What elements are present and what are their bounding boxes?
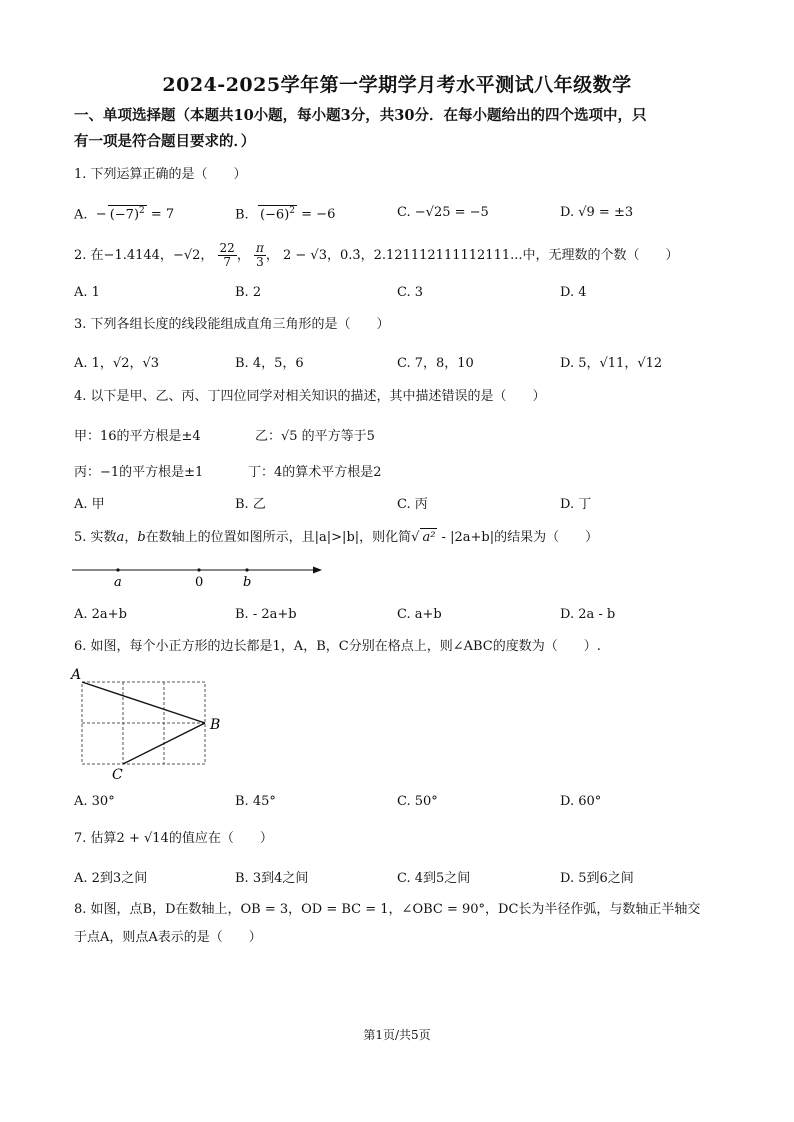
arrow-head-icon [313, 567, 322, 574]
question-3-options [74, 352, 734, 376]
point-label-b: B [210, 717, 221, 733]
q5-option-d[interactable]: D. 2a - b [560, 607, 616, 622]
question-8-line2: 于点A，则点A表示的是（ ） [74, 930, 262, 945]
statement-ding: 丁：4的算术平方根是2 [248, 465, 382, 480]
q4-option-c[interactable]: C. 丙 [397, 497, 428, 512]
q3-option-d[interactable]: D. 5，√11，√12 [560, 356, 663, 371]
grid-angle-figure [68, 664, 228, 784]
question-1-stem: 1. 下列运算正确的是（ ） [74, 167, 247, 182]
option-label: A. [74, 207, 88, 223]
segment-ab [82, 682, 205, 723]
option-label: B. [235, 207, 249, 223]
q5-option-c[interactable]: C. a+b [397, 607, 442, 622]
question-6-options [74, 794, 734, 818]
axis-label-b: b [243, 575, 252, 590]
q2-option-c[interactable]: C. 3 [397, 285, 424, 300]
q2-option-a[interactable]: A. 1 [74, 285, 100, 300]
question-7-options [74, 867, 734, 891]
statement-bing: 丙：−1的平方根是±1 [74, 465, 204, 480]
q6-option-d[interactable]: D. 60° [560, 794, 602, 809]
option-expression: √9 = ±3 [578, 205, 634, 220]
question-7-stem: 7. 估算2 + √14的值应在（ ） [74, 831, 273, 846]
q4-option-b[interactable]: B. 乙 [235, 497, 266, 512]
q1-option-c[interactable] [397, 205, 489, 220]
q1-option-b[interactable] [235, 205, 335, 222]
option-expression: − $(-7)^2 = 7$ [91, 206, 175, 223]
q4-option-d[interactable]: D. 丁 [560, 497, 592, 512]
number-line-figure [70, 558, 330, 592]
question-2-stem: 2. 在−1.4144，−√2， $\frac{22}{7}$ ， $\frac{\pi}{3}$ ， 2 − √3，0.3̇，2.121112111112111...中，无理数的个数（ ） [74, 241, 679, 269]
point-label-a: A [71, 667, 82, 683]
question-5-options [74, 607, 734, 631]
axis-label-a: a [114, 575, 122, 590]
exam-title: 2024-2025学年第一学期学月考水平测试八年级数学 [162, 74, 632, 96]
fraction-22-7: $\frac{22}{7}$ [219, 241, 235, 269]
option-expression: $(-6)^2 = -6$ [259, 206, 336, 223]
q7-option-a[interactable]: A. 2到3之间 [74, 871, 148, 886]
q7-option-d[interactable]: D. 5到6之间 [560, 871, 634, 886]
q7-option-b[interactable]: B. 3到4之间 [235, 871, 309, 886]
question-6-stem: 6. 如图，每个小正方形的边长都是1，A，B，C分别在格点上，则∠ABC的度数为（ ）. [74, 639, 601, 654]
question-8-line1: 8. 如图，点B，D在数轴上，OB = 3，OD = BC = 1，∠OBC = 90°，DC长为半径作弧，与数轴正半轴交 [74, 902, 701, 917]
fraction-pi-3: $\frac{\pi}{3}$ [255, 241, 264, 269]
option-label: C. [397, 205, 411, 220]
option-label: D. [560, 205, 575, 220]
page-footer: 第1页/共5页 [363, 1028, 431, 1042]
question-2-options [74, 285, 734, 309]
point-b-dot [245, 568, 248, 571]
point-a-dot [116, 568, 119, 571]
question-3-stem: 3. 下列各组长度的线段能组成直角三角形的是（ ） [74, 317, 390, 332]
question-4-stem: 4. 以下是甲、乙、丙、丁四位同学对相关知识的描述，其中描述错误的是（ ） [74, 389, 546, 404]
question-5-stem: 5. 实数a，b在数轴上的位置如图所示，且|a|>|b|，则化简√ a² - |2a+b|的结果为（ ） [74, 530, 599, 545]
axis-label-0: 0 [195, 575, 204, 590]
statement-yi: 乙：√5 的平方等于5 [255, 429, 375, 444]
q5-option-b[interactable]: B. - 2a+b [235, 607, 297, 622]
statement-jia: 甲：16的平方根是±4 [74, 429, 201, 444]
q5-option-a[interactable]: A. 2a+b [74, 607, 127, 622]
q4-option-a[interactable]: A. 甲 [74, 497, 105, 512]
section-heading [74, 103, 734, 155]
q7-option-c[interactable]: C. 4到5之间 [397, 871, 471, 886]
q1-option-d[interactable] [560, 205, 633, 220]
q6-option-c[interactable]: C. 50° [397, 794, 438, 809]
section-heading-line2: 有一项是符合题目要求的．） [74, 133, 256, 150]
point-0-dot [197, 568, 200, 571]
q3-option-a[interactable]: A. 1，√2，√3 [74, 356, 160, 371]
q3-option-b[interactable]: B. 4，5，6 [235, 356, 304, 371]
section-heading-line1: 一、单项选择题（本题共10小题，每小题3分，共30分．在每小题给出的四个选项中，只 [74, 107, 647, 124]
q2-option-d[interactable]: D. 4 [560, 285, 587, 300]
q6-option-b[interactable]: B. 45° [235, 794, 276, 809]
question-1-options [74, 205, 734, 229]
q1-option-a[interactable] [74, 205, 174, 222]
option-expression: −√25 = −5 [414, 205, 489, 220]
q2-option-b[interactable]: B. 2 [235, 285, 262, 300]
q3-option-c[interactable]: C. 7，8，10 [397, 356, 474, 371]
point-label-c: C [112, 767, 123, 783]
question-4-options [74, 493, 734, 517]
q6-option-a[interactable]: A. 30° [74, 794, 115, 809]
